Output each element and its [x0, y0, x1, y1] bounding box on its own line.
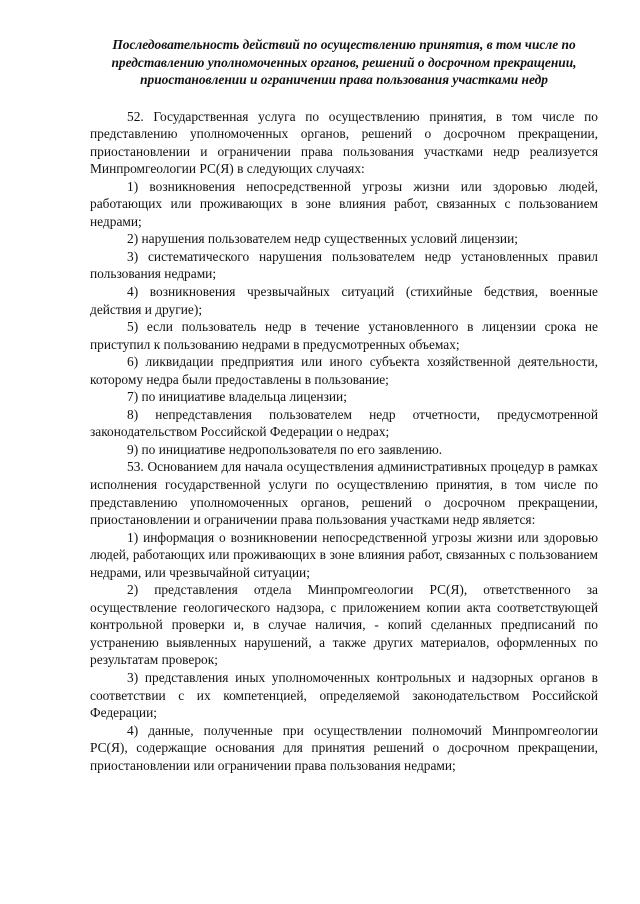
paragraph-53-item-1: 1) информация о возникновении непосредственной угрозы жизни или здоровью людей, работающих или проживающих в зоне влияния работ, связанных с пользованием недрами, или чрезвычайной ситуации; — [90, 529, 598, 580]
paragraph-53-item-4: 4) данные, полученные при осуществлении полномочий Минпромгеологии РС(Я), содержащие основания для принятия решений о досрочном прекращении, приостановлении или ограничении права пользования недрами; — [90, 722, 598, 773]
document-page — [90, 36, 598, 774]
document-title: Последовательность действий по осуществлению принятия, в том числе по представлению уполномоченных органов, решений о досрочном прекращении, приостановлении и ограничении права пользования участками недр — [111, 37, 577, 87]
paragraph-52-item-2: 2) нарушения пользователем недр существенных условий лицензии; — [127, 231, 518, 247]
paragraph-52-item-3: 3) систематического нарушения пользователем недр установленных правил пользования недрами; — [90, 248, 598, 282]
paragraph-52-item-7: 7) по инициативе владельца лицензии; — [127, 389, 347, 405]
paragraph-52-item-8: 8) непредставления пользователем недр отчетности, предусмотренной законодательством Российской Федерации о недрах; — [90, 406, 598, 440]
paragraph-52-item-9: 9) по инициативе недропользователя по его заявлению. — [127, 441, 443, 457]
paragraph-52-item-1: 1) возникновения непосредственной угрозы жизни или здоровью людей, работающих или проживающих в зоне влияния работ, связанных с пользованием недрами; — [90, 178, 598, 229]
paragraph-52-item-4: 4) возникновения чрезвычайных ситуаций (стихийные бедствия, военные действия и другие); — [90, 283, 598, 317]
paragraph-52-item-6: 6) ликвидации предприятия или иного субъекта хозяйственной деятельности, которому недра были предоставлены в пользование; — [90, 354, 598, 387]
document-body — [90, 108, 598, 775]
paragraph-52-intro: 52. Государственная услуга по осуществлению принятия, в том числе по представлению уполномоченных органов, решений о досрочном прекращении, приостановлении и ограничении права пользования участками недр реализуется Минпромгеологии РС(Я) в следующих случаях: — [90, 108, 598, 177]
paragraph-53-intro: 53. Основанием для начала осуществления административных процедур в рамках исполнения государственной услуги по осуществлению принятия, в том числе по представлению уполномоченных органов, решений о досрочном прекращении, приостановлении и ограничении права пользования участками недр является: — [90, 459, 598, 528]
paragraph-53-item-2: 2) представления отдела Минпромгеологии РС(Я), ответственного за осуществление геологического надзора, с приложением копии акта соответствующей контрольной проверки и, в случае наличия, - копий сделанных предписаний по устранению выявленных нарушений, а также других материалов, оформленных по результатам проверок; — [90, 582, 598, 668]
paragraph-53-item-3: 3) представления иных уполномоченных контрольных и надзорных органов в соответствии с их компетенцией, определяемой законодательством Российской Федерации; — [90, 670, 598, 721]
paragraph-52-item-5: 5) если пользователь недр в течение установленного в лицензии срока не приступил к пользованию недрами в предусмотренных объемах; — [90, 319, 598, 352]
